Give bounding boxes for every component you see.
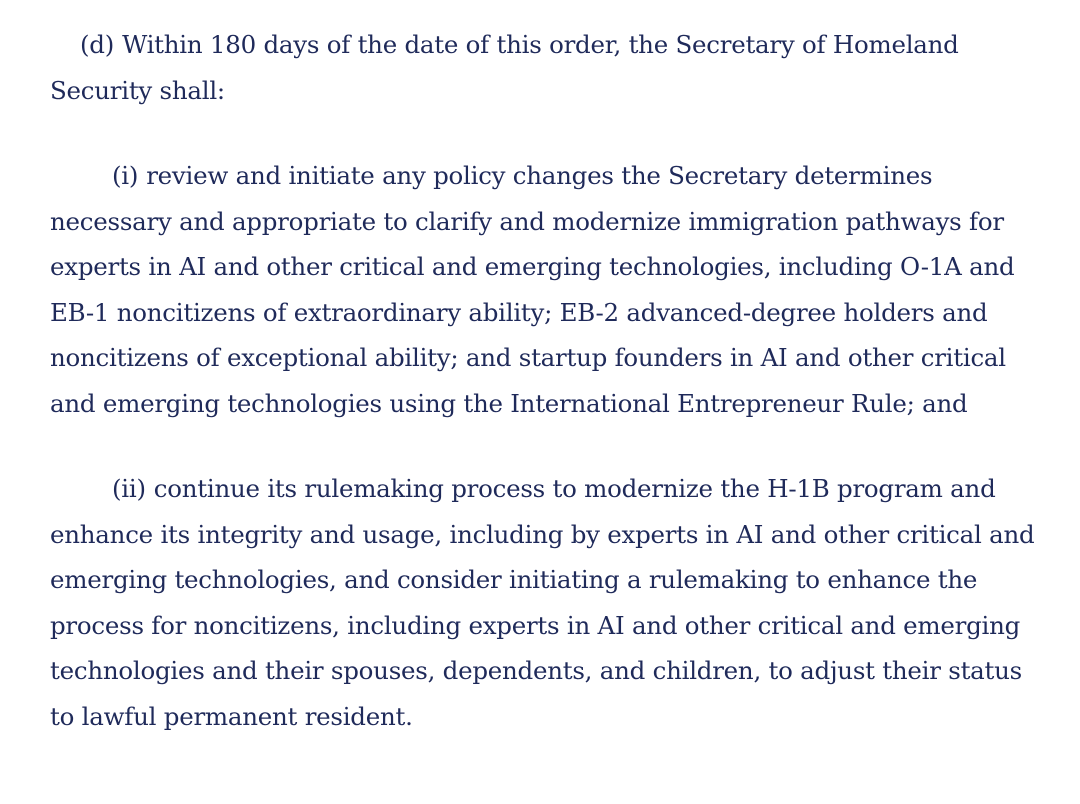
document-body — [50, 22, 1040, 739]
paragraph-d-i — [50, 153, 1040, 426]
paragraph-marker: (i) — [112, 161, 139, 190]
paragraph-d-ii — [50, 466, 1040, 739]
paragraph-text: Within 180 days of the date of this order, the Secretary of Homeland Security shall: — [50, 30, 959, 105]
paragraph-text: continue its rulemaking process to modernize the H-1B program and enhance its integrity and usage, including by experts in AI and other critical and emerging technologies, and consider initiating a rulemaking to enhance the process for noncitizens, including experts in AI and other critical and emerging technologies and their spouses, dependents, and children, to adjust their status to lawful permanent resident. — [50, 474, 1035, 731]
paragraph-marker: (ii) — [112, 474, 146, 503]
paragraph-marker: (d) — [80, 30, 115, 59]
paragraph-spacer — [50, 426, 1040, 466]
paragraph-d — [50, 22, 1040, 113]
paragraph-text: review and initiate any policy changes the Secretary determines necessary and appropriate to clarify and modernize immigration pathways for experts in AI and other critical and emerging technologies, including O-1A and EB-1 noncitizens of extraordinary ability; EB-2 advanced-degree holders and noncitizens of exceptional ability; and startup founders in AI and other critical and emerging technologies using the International Entrepreneur Rule; and — [50, 161, 1015, 418]
paragraph-spacer — [50, 113, 1040, 153]
